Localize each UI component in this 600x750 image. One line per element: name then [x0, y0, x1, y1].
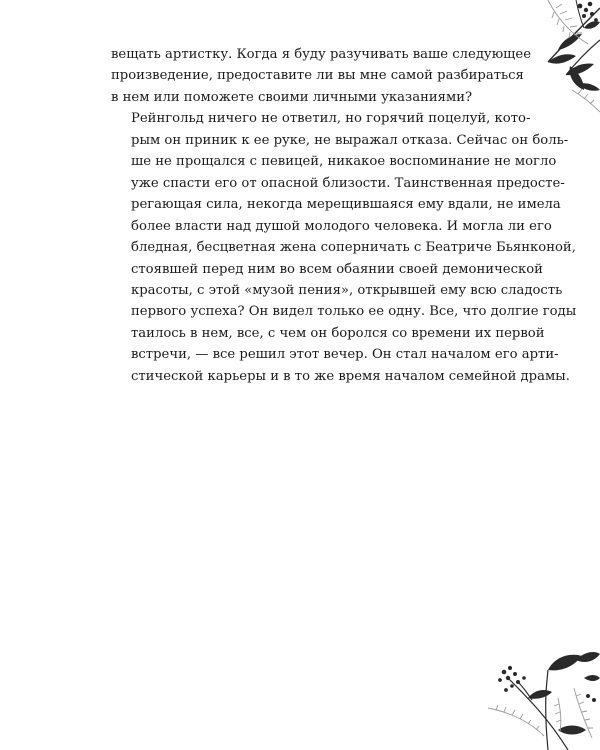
text-line: встречи, — все решил этот вечер. Он стал началом его арти- [131, 347, 559, 363]
text-line: рым он приник к ее руке, не выражал отказа. Сейчас он боль- [131, 132, 569, 148]
text-line: Рейнгольд ничего не ответил, но горячий поцелуй, кото- [131, 111, 531, 127]
botanical-ornament-bottom-icon [488, 638, 600, 750]
text-line: в нем или поможете своими личными указаниями? [111, 89, 473, 105]
text-line: произведение, предоставите ли вы мне самой разбираться [111, 68, 524, 84]
text-line: более власти над душой молодого человека. И могла ли его [131, 218, 552, 234]
text-line: уже спасти его от опасной близости. Таинственная предосте- [131, 175, 565, 191]
text-line: первого успеха? Он видел только ее одну. Все, что долгие годы [131, 304, 577, 320]
text-line: стической карьеры и в то же время началом семейной драмы. [131, 368, 570, 384]
text-line: бледная, бесцветная жена соперничать с Беатриче Бьянконой, [131, 240, 576, 256]
text-line: вещать артистку. Когда я буду разучивать ваше следующее [111, 47, 532, 62]
text-line: ше не прощался с певицей, никакое воспоминание не могло [131, 154, 557, 170]
paragraph [111, 44, 532, 108]
body-text [111, 44, 577, 387]
text-line: красоты, с этой «музой пения», открывшей ему всю сладость [131, 282, 563, 298]
text-line: регающая сила, некогда мерещившаяся ему вдали, не имела [131, 197, 561, 213]
text-line: таилось в нем, все, с чем он боролся со времени их первой [131, 325, 545, 341]
paragraph [111, 108, 577, 387]
text-line: стоявшей перед ним во всем обаянии своей демонической [131, 261, 543, 277]
